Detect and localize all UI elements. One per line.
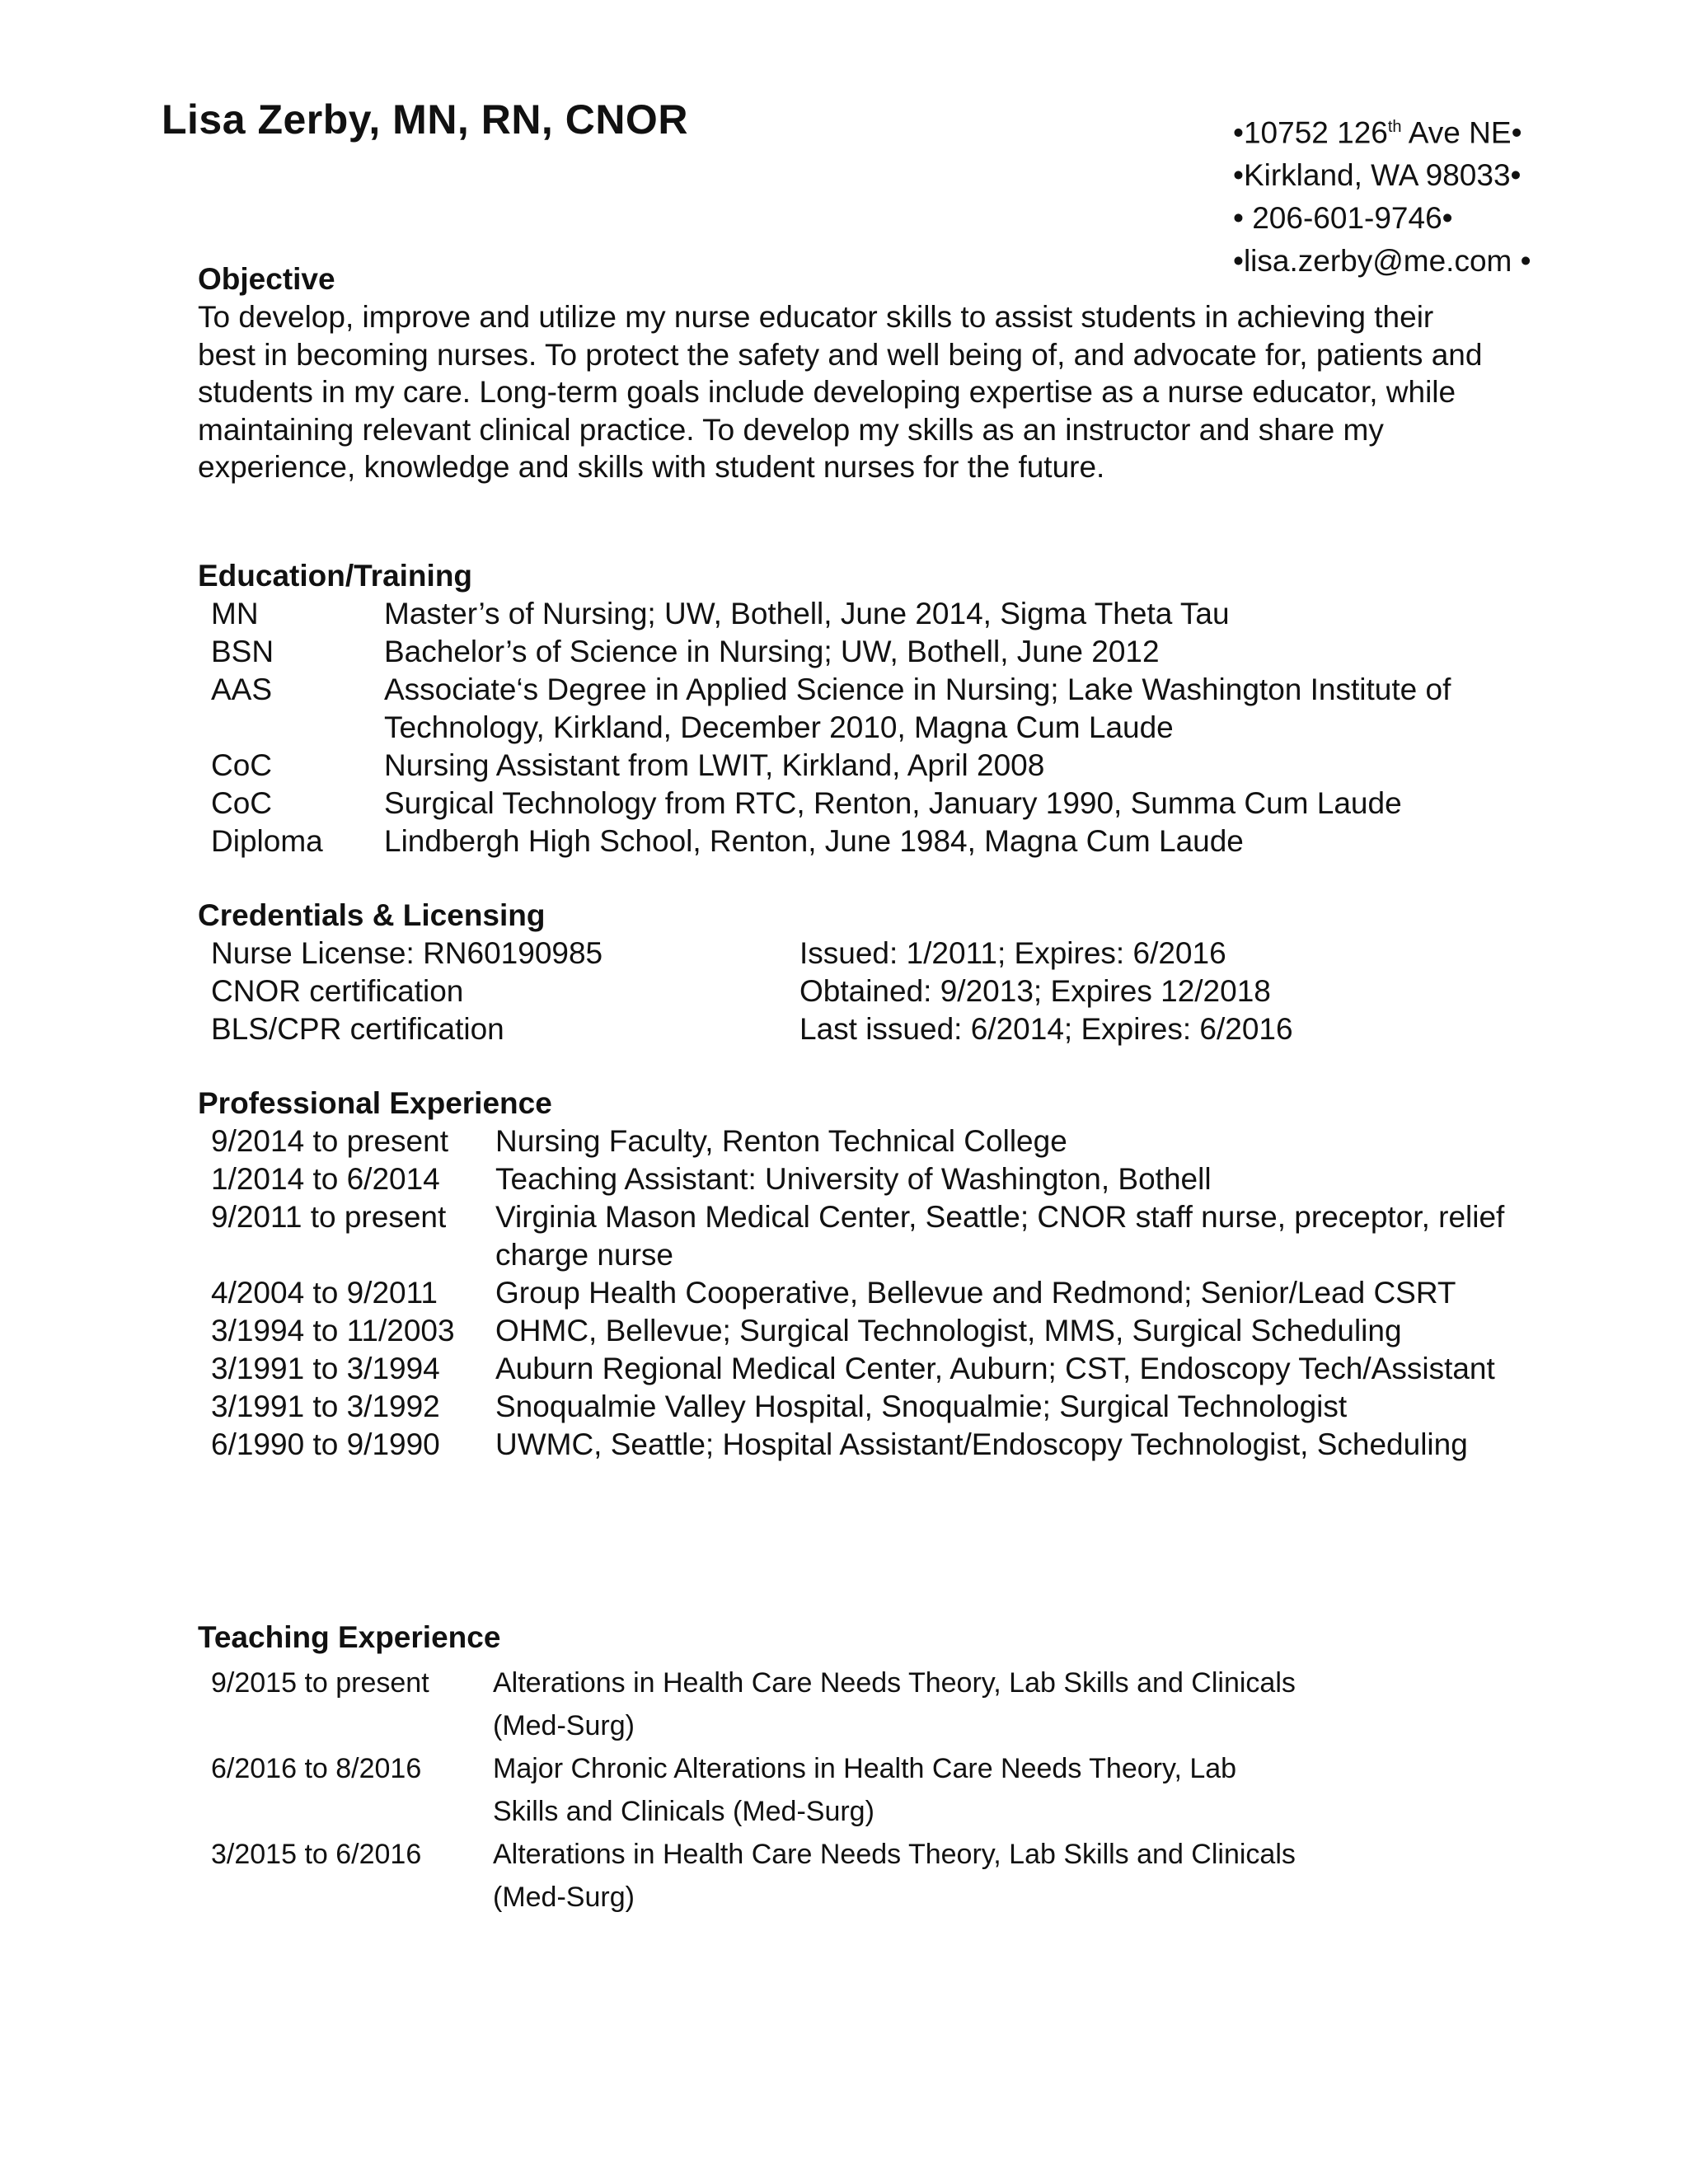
credential-name: BLS/CPR certification <box>211 1012 504 1046</box>
experience-dates: 9/2011 to present <box>211 1200 447 1234</box>
address-number: 10752 126 <box>1243 115 1388 150</box>
contact-block <box>1233 105 1531 283</box>
degree-detail: Nursing Assistant from LWIT, Kirkland, April 2008 <box>384 748 1045 782</box>
credential-dates: Last issued: 6/2014; Expires: 6/2016 <box>799 1012 1293 1046</box>
teaching-section <box>198 1619 1517 1919</box>
degree-detail: Bachelor’s of Science in Nursing; UW, Bothell, June 2012 <box>384 635 1160 668</box>
teaching-row <box>198 1833 1517 1919</box>
credential-name: CNOR certification <box>211 974 464 1008</box>
professional-list <box>198 1122 1517 1464</box>
credential-row <box>198 1010 1517 1048</box>
credential-row <box>198 935 1517 972</box>
degree-label: CoC <box>211 786 273 820</box>
degree-detail: Master’s of Nursing; UW, Bothell, June 2014, Sigma Theta Tau <box>384 597 1230 630</box>
teaching-course: Alterations in Health Care Needs Theory, Lab Skills and Clinicals (Med-Surg) <box>493 1839 1296 1913</box>
address-street: Ave NE• <box>1401 115 1522 150</box>
experience-role: UWMC, Seattle; Hospital Assistant/Endoscopy Technologist, Scheduling <box>495 1427 1468 1461</box>
experience-dates: 4/2004 to 9/2011 <box>211 1276 438 1310</box>
teaching-row <box>198 1747 1517 1833</box>
experience-role: Group Health Cooperative, Bellevue and Redmond; Senior/Lead CSRT <box>495 1276 1456 1310</box>
education-row <box>198 633 1517 671</box>
experience-dates: 1/2014 to 6/2014 <box>211 1162 440 1196</box>
experience-row <box>198 1198 1517 1274</box>
credential-dates: Issued: 1/2011; Expires: 6/2016 <box>799 936 1226 970</box>
address-line <box>1233 105 1531 154</box>
credentials-list <box>198 935 1517 1048</box>
teaching-course: Alterations in Health Care Needs Theory, Lab Skills and Clinicals (Med-Surg) <box>493 1667 1296 1741</box>
degree-detail: Lindbergh High School, Renton, June 1984, Magna Cum Laude <box>384 824 1244 858</box>
experience-row <box>198 1426 1517 1464</box>
degree-detail: Associate‘s Degree in Applied Science in Nursing; Lake Washington Institute of Technology, Kirkland, December 2010, Magna Cum Laude <box>384 673 1451 744</box>
city-line: •Kirkland, WA 98033• <box>1233 158 1522 193</box>
degree-label: Diploma <box>211 824 323 858</box>
candidate-name: Lisa Zerby, MN, RN, CNOR <box>162 96 688 143</box>
teaching-dates: 6/2016 to 8/2016 <box>211 1753 422 1784</box>
education-row <box>198 671 1517 747</box>
teaching-heading: Teaching Experience <box>198 1620 501 1654</box>
degree-label: BSN <box>211 635 274 668</box>
education-row <box>198 785 1517 823</box>
education-row <box>198 823 1517 860</box>
professional-heading: Professional Experience <box>198 1086 552 1120</box>
experience-role: Snoqualmie Valley Hospital, Snoqualmie; Surgical Technologist <box>495 1390 1348 1423</box>
experience-dates: 3/1991 to 3/1992 <box>211 1390 440 1423</box>
degree-label: MN <box>211 597 259 630</box>
phone-line: • 206-601-9746• <box>1233 201 1453 236</box>
teaching-list <box>198 1661 1517 1919</box>
experience-row <box>198 1160 1517 1198</box>
education-row <box>198 747 1517 785</box>
credential-row <box>198 972 1517 1010</box>
degree-label: AAS <box>211 673 273 706</box>
teaching-dates: 9/2015 to present <box>211 1667 429 1699</box>
credential-name: Nurse License: RN60190985 <box>211 936 603 970</box>
experience-role: Virginia Mason Medical Center, Seattle; CNOR staff nurse, preceptor, relief charge nurse <box>495 1200 1505 1272</box>
professional-section <box>198 1085 1517 1464</box>
address-bullet: • <box>1233 115 1244 150</box>
credentials-section <box>198 897 1517 1048</box>
experience-role: Auburn Regional Medical Center, Auburn; CST, Endoscopy Tech/Assistant <box>495 1352 1495 1385</box>
experience-row <box>198 1350 1517 1388</box>
experience-row <box>198 1122 1517 1160</box>
experience-role: OHMC, Bellevue; Surgical Technologist, MMS, Surgical Scheduling <box>495 1314 1402 1347</box>
education-row <box>198 595 1517 633</box>
credentials-heading: Credentials & Licensing <box>198 898 546 932</box>
degree-label: CoC <box>211 748 273 782</box>
objective-section <box>198 260 1517 486</box>
experience-dates: 6/1990 to 9/1990 <box>211 1427 440 1461</box>
experience-row <box>198 1312 1517 1350</box>
education-heading: Education/Training <box>198 559 473 593</box>
experience-row <box>198 1274 1517 1312</box>
experience-dates: 3/1991 to 3/1994 <box>211 1352 440 1385</box>
experience-row <box>198 1388 1517 1426</box>
degree-detail: Surgical Technology from RTC, Renton, January 1990, Summa Cum Laude <box>384 786 1402 820</box>
education-section <box>198 557 1517 860</box>
teaching-row <box>198 1661 1517 1747</box>
experience-dates: 3/1994 to 11/2003 <box>211 1314 455 1347</box>
experience-role: Nursing Faculty, Renton Technical College <box>495 1124 1067 1158</box>
email-line: •lisa.zerby@me.com • <box>1233 244 1531 279</box>
experience-dates: 9/2014 to present <box>211 1124 448 1158</box>
teaching-course: Major Chronic Alterations in Health Care Needs Theory, Lab Skills and Clinicals (Med-Surg) <box>493 1753 1237 1827</box>
experience-role: Teaching Assistant: University of Washington, Bothell <box>495 1162 1212 1196</box>
teaching-dates: 3/2015 to 6/2016 <box>211 1839 422 1870</box>
address-ordinal: th <box>1387 118 1402 136</box>
credential-dates: Obtained: 9/2013; Expires 12/2018 <box>799 974 1271 1008</box>
education-list <box>198 595 1517 860</box>
objective-text: To develop, improve and utilize my nurse educator skills to assist students in achieving their best in becoming nurses. To protect the safety and well being of, and advocate for, patients and students in my care. Long-term goals include developing expertise as a nurse educator, while maintaining relevant clinical practice. To develop my skills as an instructor and share my experience, knowledge and skills with student nurses for the future. <box>198 300 1483 485</box>
objective-heading: Objective <box>198 262 335 296</box>
